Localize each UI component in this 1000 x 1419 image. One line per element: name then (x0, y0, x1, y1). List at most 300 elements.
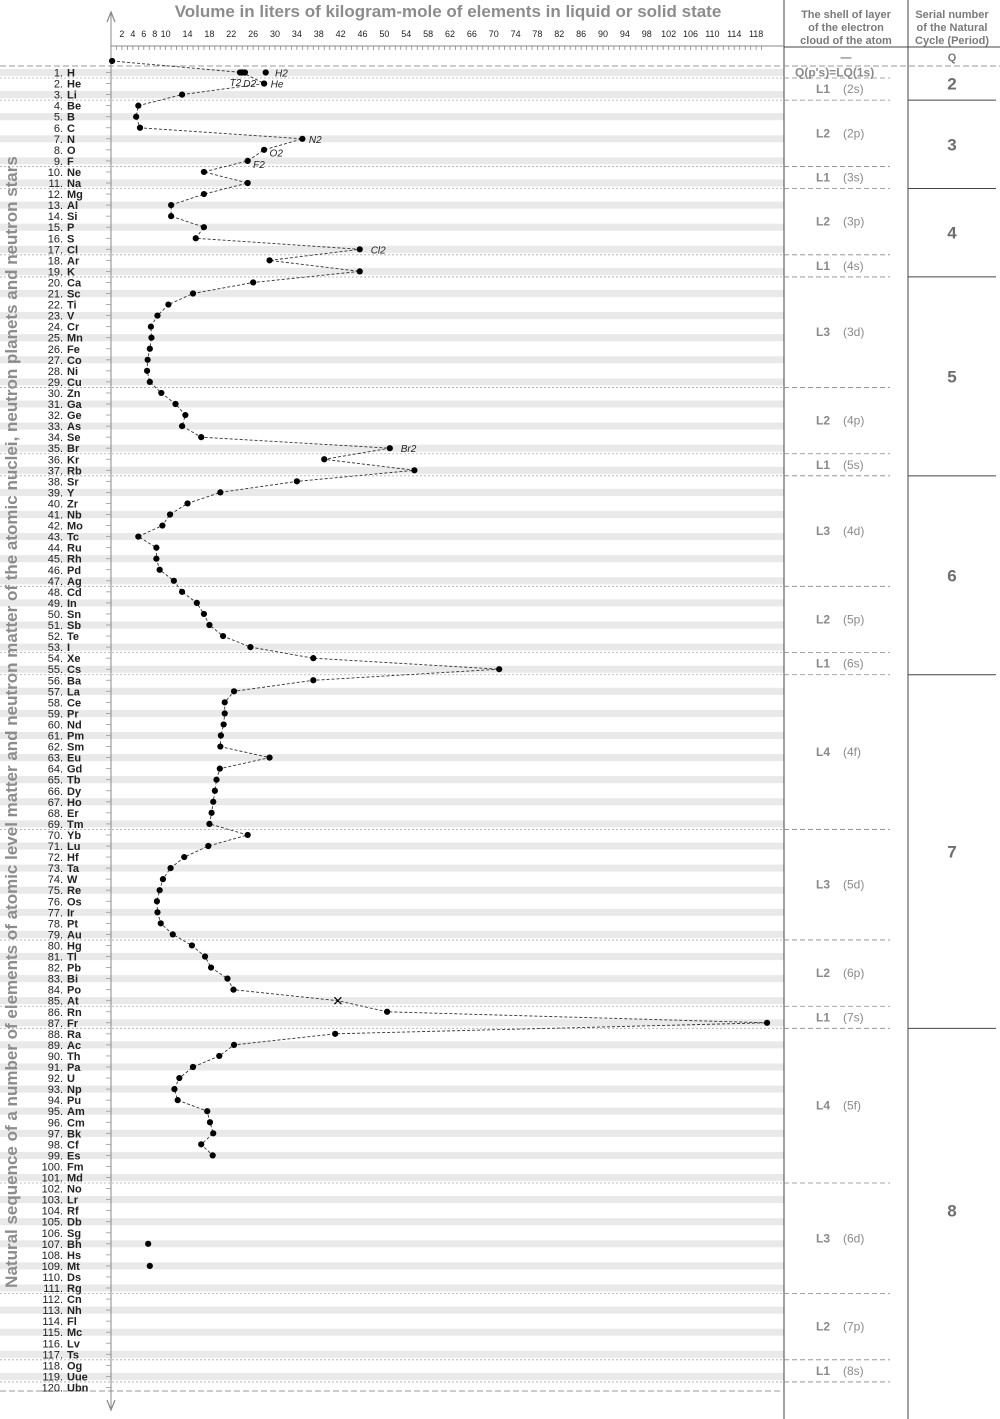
element-number: 19. (47, 266, 63, 279)
element-symbol: Sm (67, 741, 85, 754)
element-number: 54. (47, 653, 63, 666)
x-tick-label: 98 (641, 29, 652, 39)
element-symbol: Xe (67, 653, 81, 666)
data-point-molecular (263, 69, 269, 75)
row-stripe (0, 953, 784, 960)
element-symbol: P (67, 222, 75, 235)
element-number: 31. (47, 399, 63, 411)
element-symbol: Nb (67, 509, 82, 522)
data-point-molecular (261, 80, 267, 86)
data-point (208, 810, 214, 816)
data-point (168, 202, 174, 208)
data-point (210, 1152, 216, 1158)
element-symbol: La (67, 686, 80, 699)
element-symbol: Pb (67, 962, 82, 975)
data-point (193, 235, 199, 241)
element-number: 82. (47, 962, 63, 975)
data-point (189, 942, 195, 948)
element-number: 86. (47, 1006, 63, 1019)
element-symbol: Es (67, 1150, 81, 1163)
data-point (168, 213, 174, 219)
element-number: 107. (41, 1238, 63, 1251)
row-stripe (0, 1373, 784, 1380)
element-symbol: Sg (67, 1227, 82, 1240)
row-stripe (0, 865, 784, 872)
element-symbol: Nd (67, 719, 82, 732)
element-symbol: Al (67, 200, 78, 213)
element-symbol: K (67, 266, 75, 279)
row-stripe (0, 1284, 784, 1291)
element-number: 4. (53, 100, 63, 113)
row-stripe (0, 312, 784, 319)
element-number: 117. (42, 1349, 63, 1362)
element-number: 62. (47, 741, 63, 754)
data-point (230, 987, 236, 993)
point-annotation: F2 (253, 160, 265, 172)
element-number: 39. (47, 487, 63, 500)
row-stripe (0, 887, 784, 894)
element-symbol: Pm (67, 730, 85, 743)
data-point (194, 600, 200, 606)
element-symbol: Pr (67, 708, 79, 721)
data-point (154, 909, 160, 915)
element-symbol: Kr (67, 454, 80, 467)
row-stripe (0, 975, 784, 982)
row-stripe (0, 1041, 784, 1048)
shell-header-line: cloud of the atom (800, 35, 892, 47)
data-point (266, 257, 272, 263)
row-stripe (0, 776, 784, 783)
shell-label: L2 (816, 966, 831, 981)
element-number: 22. (47, 299, 63, 312)
element-number: 106. (41, 1227, 63, 1240)
element-symbol: Co (67, 354, 82, 367)
element-number: 75. (47, 885, 63, 898)
element-number: 5. (53, 111, 63, 124)
element-number: 46. (47, 564, 63, 577)
x-tick-label: 78 (532, 29, 543, 39)
row-stripe (0, 909, 784, 916)
x-tick-label: 74 (510, 29, 521, 39)
period-column (908, 75, 996, 1221)
x-tick-label: 10 (160, 29, 171, 39)
data-point (332, 1031, 338, 1037)
element-symbol: Bh (67, 1238, 82, 1251)
data-point (157, 567, 163, 573)
y-axis-title: Natural sequence of a number of elements of atomic level matter and neutron matter of the atomic nuclei, neutron planets and neutron stars (2, 156, 21, 1288)
x-tick-label: 54 (401, 29, 412, 39)
element-number: 50. (47, 608, 63, 621)
data-point (217, 743, 223, 749)
element-number: 66. (47, 785, 63, 798)
row-stripe (0, 69, 784, 76)
element-number: 58. (47, 697, 63, 710)
shell-column (0, 66, 890, 1382)
element-number: 53. (47, 642, 63, 655)
element-symbol: Ubn (67, 1382, 89, 1395)
shell-label: L4 (816, 745, 831, 760)
element-symbol: Ir (67, 907, 75, 920)
element-symbol: Ar (67, 255, 80, 268)
data-point (231, 688, 237, 694)
element-number: 85. (47, 995, 63, 1008)
data-point (144, 368, 150, 374)
element-number: 10. (47, 166, 63, 179)
data-point (153, 545, 159, 551)
element-number: 56. (47, 675, 63, 688)
element-symbol: Rg (67, 1283, 82, 1295)
element-symbol: Bi (67, 973, 78, 986)
element-symbol: B (67, 111, 75, 124)
element-symbol: Te (67, 631, 80, 644)
data-point (213, 777, 219, 783)
element-number: 67. (47, 796, 63, 809)
element-number: 97. (47, 1128, 63, 1141)
shell-label: L3 (816, 524, 831, 539)
element-number: 13. (47, 200, 63, 213)
row-stripe (0, 577, 784, 584)
row-stripe (0, 1130, 784, 1137)
element-number: 98. (47, 1139, 63, 1152)
x-tick-label: 8 (152, 29, 158, 39)
element-number: 109. (41, 1260, 63, 1273)
element-number: 112. (42, 1294, 63, 1307)
data-point (261, 147, 267, 153)
element-number: 64. (47, 763, 63, 776)
row-stripe (0, 1108, 784, 1115)
element-symbol: Hs (67, 1249, 82, 1262)
element-number: 108. (41, 1249, 63, 1262)
shell-label: L2 (816, 612, 831, 627)
x-tick-label: 30 (270, 29, 281, 39)
period-q-label: Q (947, 52, 957, 64)
element-symbol: Bk (67, 1128, 82, 1141)
element-symbol: F (67, 155, 74, 168)
element-number: 44. (47, 542, 63, 555)
data-point (310, 677, 316, 683)
element-number: 74. (47, 874, 63, 887)
data-point (208, 964, 214, 970)
row-stripe (0, 224, 784, 231)
orbital-label: (5d) (843, 877, 865, 892)
x-tick-label: 4 (130, 29, 136, 39)
element-symbol: Hf (67, 852, 79, 865)
shell-label: L3 (816, 1231, 831, 1246)
data-point (157, 887, 163, 893)
point-annotation: H2 (275, 68, 288, 80)
x-tick-label: 94 (619, 29, 630, 39)
element-number: 47. (47, 575, 63, 588)
data-point (198, 434, 204, 440)
element-symbol: Am (67, 1106, 85, 1119)
data-point (109, 58, 115, 64)
element-number: 43. (47, 531, 63, 544)
orbital-label: (7s) (843, 1010, 864, 1025)
element-symbol: C (67, 122, 75, 135)
data-point (171, 578, 177, 584)
element-number: 91. (47, 1062, 63, 1074)
point-annotation: T2 (229, 78, 242, 90)
element-number: 84. (47, 984, 63, 997)
element-symbol: Nh (67, 1305, 82, 1318)
element-number: 23. (47, 310, 63, 323)
element-symbol: Fe (67, 343, 80, 356)
row-stripe (0, 91, 784, 98)
element-symbol: Ne (67, 166, 82, 179)
element-symbol: Be (67, 100, 82, 113)
orbital-label: (3d) (843, 325, 865, 340)
element-symbol: Cl (67, 244, 78, 257)
orbital-label: (3s) (843, 170, 864, 185)
data-point (496, 666, 502, 672)
element-number: 24. (47, 321, 63, 334)
row-stripe (0, 666, 784, 673)
period-label: 3 (947, 135, 957, 155)
element-number: 87. (47, 1017, 63, 1030)
element-symbol: Tl (67, 951, 77, 964)
row-stripe (0, 202, 784, 209)
element-number: 57. (47, 686, 63, 699)
element-symbol: Ca (67, 277, 82, 290)
row-stripe (0, 1174, 784, 1181)
element-number: 114. (42, 1316, 63, 1329)
data-point (220, 633, 226, 639)
point-annotation: O2 (269, 148, 283, 160)
element-symbol: Mo (67, 520, 83, 533)
element-number: 37. (47, 465, 63, 478)
shell-label: L2 (816, 126, 831, 141)
element-symbol: H (67, 67, 75, 80)
element-symbol: Zn (67, 387, 81, 400)
shell-header-line: of the electron (808, 22, 884, 34)
element-symbol: Pt (67, 918, 78, 931)
element-symbol: W (67, 874, 78, 887)
shell-label: L1 (816, 1363, 831, 1378)
chart-title: Volume in liters of kilogram-mole of elements in liquid or solid state (174, 2, 722, 21)
orbital-label: (5f) (843, 1098, 861, 1113)
data-point (384, 1009, 390, 1015)
element-number: 79. (47, 929, 63, 942)
data-point (205, 843, 211, 849)
element-symbol: Lr (67, 1194, 78, 1207)
element-symbol: Fl (67, 1316, 77, 1329)
element-symbol: U (67, 1073, 75, 1086)
row-stripe (0, 423, 784, 430)
x-tick-label: 110 (705, 29, 720, 39)
shell-label: L4 (816, 1098, 831, 1113)
row-stripe (0, 290, 784, 297)
element-number: 78. (47, 918, 63, 931)
element-number: 102. (41, 1183, 63, 1196)
element-symbol: Fm (67, 1161, 84, 1174)
row-stripe (0, 621, 784, 628)
element-symbol: Sr (67, 476, 79, 489)
element-number: 40. (47, 498, 63, 511)
x-tick-label: 14 (182, 29, 193, 39)
element-symbol: Mc (67, 1327, 83, 1340)
orbital-label: (6d) (843, 1231, 865, 1246)
data-point (217, 489, 223, 495)
data-point-molecular (237, 69, 243, 75)
data-point (154, 313, 160, 319)
data-point (299, 136, 305, 142)
element-number: 100. (41, 1161, 63, 1174)
shell-label: L2 (816, 413, 831, 428)
data-point (250, 279, 256, 285)
orbital-label: (5p) (843, 612, 865, 627)
x-tick-label: 90 (598, 29, 609, 39)
row-stripe (0, 511, 784, 518)
element-symbol: Hg (67, 940, 82, 953)
element-number: 30. (47, 387, 63, 400)
data-point (764, 1020, 770, 1026)
element-number: 41. (47, 509, 63, 522)
shell-q-label: — (840, 52, 852, 64)
element-symbol: O (67, 144, 76, 157)
element-symbol: Dy (67, 785, 82, 798)
element-number: 118. (42, 1360, 63, 1373)
element-number: 92. (47, 1073, 63, 1086)
x-tick-label: 46 (357, 29, 368, 39)
element-symbol: Ni (67, 365, 78, 378)
data-point (159, 522, 165, 528)
element-symbol: Cf (67, 1139, 79, 1152)
element-number: 94. (47, 1095, 63, 1108)
element-symbol: Fr (67, 1017, 78, 1030)
element-number: 73. (47, 863, 63, 876)
data-point (357, 246, 363, 252)
point-annotation: Cl2 (370, 245, 386, 257)
orbital-label: (8s) (843, 1363, 864, 1378)
orbital-label: (2s) (843, 82, 864, 97)
element-number: 18. (47, 255, 63, 268)
element-symbol: Rf (67, 1205, 79, 1218)
data-point (224, 976, 230, 982)
element-symbol: Ga (67, 399, 82, 411)
orbital-label: (2p) (843, 126, 865, 141)
element-number: 29. (47, 376, 63, 389)
row-stripe (0, 798, 784, 805)
element-symbol: Cu (67, 376, 82, 389)
data-point (179, 589, 185, 595)
row-stripe (0, 135, 784, 142)
element-number: 3. (53, 89, 63, 102)
row-stripe (0, 710, 784, 717)
element-symbol: Ce (67, 697, 82, 710)
data-point (245, 832, 251, 838)
x-tick-label: 6 (141, 29, 147, 39)
x-axis-ticks (106, 29, 784, 1387)
element-number: 104. (41, 1205, 63, 1218)
element-number: 68. (47, 807, 63, 820)
row-stripe (0, 1351, 784, 1358)
element-number: 20. (47, 277, 63, 290)
row-stripe (0, 533, 784, 540)
element-number: 1. (53, 67, 63, 80)
element-symbol: Mt (67, 1260, 80, 1273)
period-label: 5 (947, 367, 957, 387)
element-number: 90. (47, 1050, 63, 1063)
element-symbol: As (67, 421, 82, 434)
element-number: 101. (41, 1172, 63, 1185)
data-point (201, 611, 207, 617)
element-number: 27. (47, 354, 63, 367)
data-point (179, 92, 185, 98)
data-point (310, 655, 316, 661)
element-symbol: Mn (67, 332, 83, 345)
element-number: 59. (47, 708, 63, 721)
row-stripe (0, 1196, 784, 1203)
data-point (204, 1108, 210, 1114)
shell-label: L2 (816, 214, 831, 229)
row-stripe (0, 1063, 784, 1070)
data-point (190, 290, 196, 296)
element-symbol: Rh (67, 553, 82, 566)
row-stripe (0, 820, 784, 827)
element-number: 70. (47, 829, 63, 842)
element-symbol: Ra (67, 1028, 82, 1041)
data-point (175, 1097, 181, 1103)
element-number: 48. (47, 586, 63, 599)
data-point (411, 467, 417, 473)
shell-label: L1 (816, 82, 831, 97)
shell-label: L3 (816, 325, 831, 340)
right-headers (800, 9, 989, 64)
data-point (148, 335, 154, 341)
element-symbol: Na (67, 178, 82, 190)
orbital-label: (4d) (843, 524, 865, 539)
x-tick-label: 34 (291, 29, 302, 39)
data-point (171, 1086, 177, 1092)
shell-label: Q(p's)=LQ(1s) (795, 65, 875, 80)
element-symbol: Ba (67, 675, 82, 688)
x-tick-label: 18 (204, 29, 215, 39)
data-point (247, 644, 253, 650)
period-label: 4 (947, 223, 957, 243)
element-number: 93. (47, 1084, 63, 1097)
data-point (145, 357, 151, 363)
data-point (245, 180, 251, 186)
element-symbol: Ge (67, 410, 82, 423)
data-point (207, 1119, 213, 1125)
data-point (210, 799, 216, 805)
element-number: 15. (47, 222, 63, 235)
element-number: 32. (47, 410, 63, 423)
data-point (198, 1141, 204, 1147)
data-point (206, 821, 212, 827)
orbital-label: (4p) (843, 413, 865, 428)
element-number: 33. (47, 421, 63, 434)
element-number: 6. (53, 122, 63, 135)
element-number: 35. (47, 443, 63, 456)
element-symbol: Lu (67, 841, 81, 853)
row-stripe (0, 179, 784, 186)
point-annotation: Br2 (400, 444, 417, 456)
period-label: 2 (947, 74, 957, 94)
element-number: 95. (47, 1106, 63, 1119)
element-symbol: Au (67, 929, 82, 942)
element-number: 7. (53, 133, 63, 146)
x-tick-label: 62 (444, 29, 455, 39)
period-label: 7 (947, 842, 957, 862)
element-number: 49. (47, 597, 63, 610)
data-point (135, 103, 141, 109)
data-point (167, 865, 173, 871)
element-number: 34. (47, 432, 63, 445)
element-symbol: No (67, 1183, 82, 1196)
element-number: 55. (47, 664, 63, 677)
element-symbol: Db (67, 1216, 82, 1229)
